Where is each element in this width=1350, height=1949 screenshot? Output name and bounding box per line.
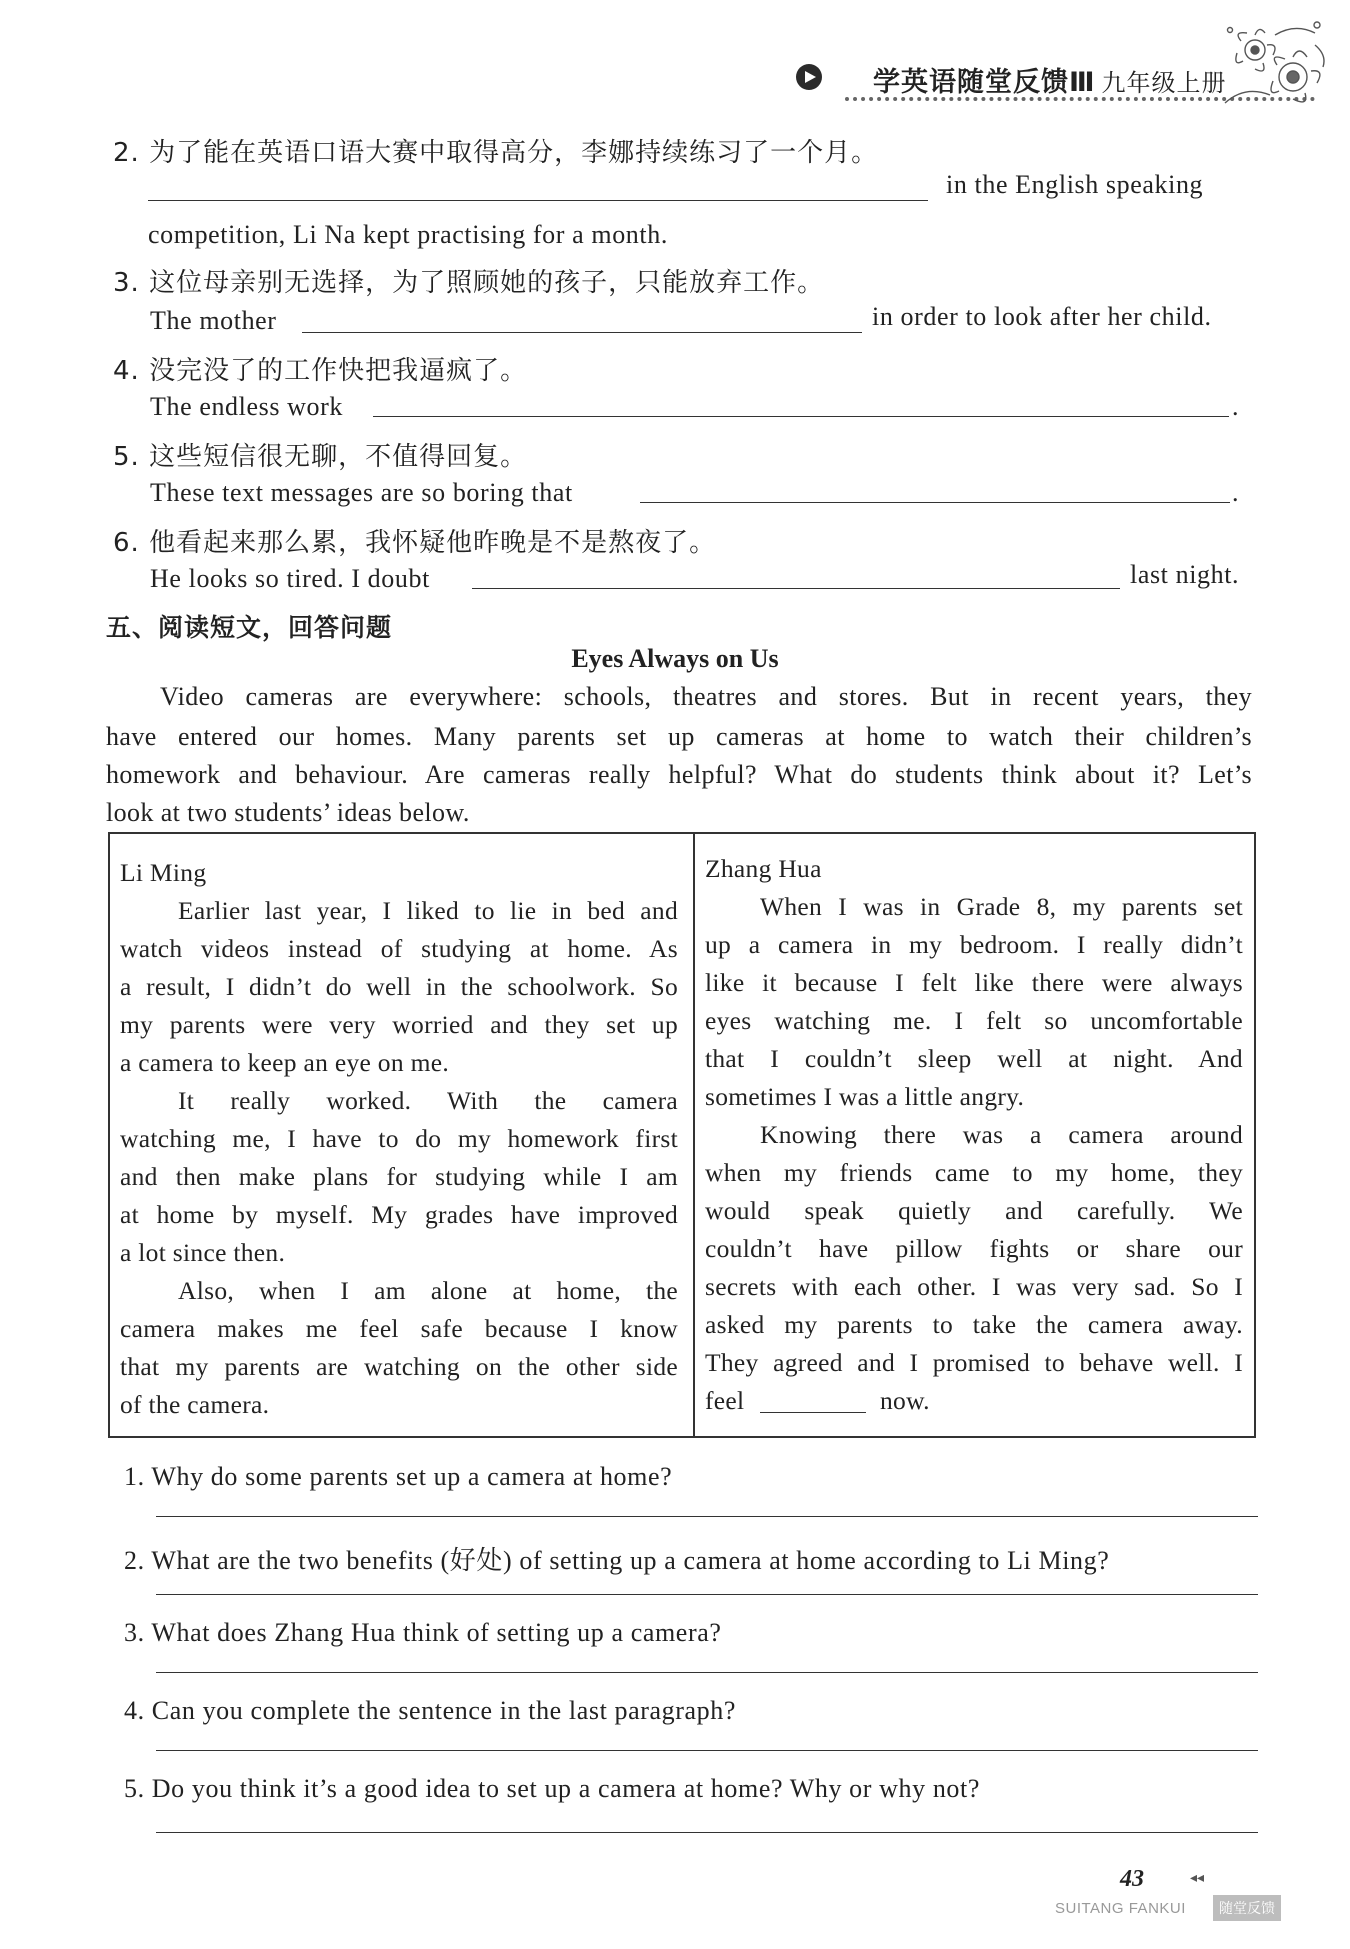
right-last-after: now. — [880, 1386, 930, 1415]
translation-after-5: . — [1232, 478, 1240, 507]
left-paragraph-line: that my parents are watching on the other side — [120, 1352, 678, 1381]
intro-line: look at two students’ ideas below. — [106, 798, 470, 827]
answer-line-1[interactable] — [156, 1516, 1258, 1517]
translation-before-5: These text messages are so boring that — [150, 478, 573, 507]
footer-brand: SUITANG FANKUI — [1055, 1900, 1186, 1917]
question-4: 4. Can you complete the sentence in the last paragraph? — [124, 1696, 737, 1725]
answer-line-4[interactable] — [156, 1750, 1258, 1751]
decorative-flower-icon — [1215, 15, 1335, 110]
right-paragraph-line: would speak quietly and carefully. We — [705, 1196, 1243, 1225]
double-arrow-left-icon: ◂◂ — [1190, 1870, 1205, 1886]
right-student-name: Zhang Hua — [705, 854, 822, 883]
section-title: 五、阅读短文，回答问题 — [106, 613, 393, 642]
left-paragraph-line: camera makes me feel safe because I know — [120, 1314, 678, 1343]
translation-prompt-5: 5. 这些短信很无聊，不值得回复。 — [113, 442, 528, 472]
right-paragraph-line: couldn’t have pillow fights or share our — [705, 1234, 1243, 1263]
answer-blank-5[interactable] — [640, 502, 1230, 503]
translation-before-3: The mother — [150, 306, 277, 335]
intro-line: have entered our homes. Many parents set up cameras at home to watch their children’s — [106, 722, 1252, 751]
left-paragraph-line: It really worked. With the camera — [178, 1086, 678, 1115]
translation-prompt-3: 3. 这位母亲别无选择，为了照顾她的孩子，只能放弃工作。 — [113, 268, 825, 298]
translation-line2-2: competition, Li Na kept practising for a month. — [148, 220, 668, 249]
question-1: 1. Why do some parents set up a camera at home? — [124, 1462, 673, 1491]
left-paragraph-line: a lot since then. — [120, 1238, 286, 1267]
left-paragraph-line: and then make plans for studying while I am — [120, 1162, 678, 1191]
page-number: 43 — [1120, 1866, 1144, 1892]
right-paragraph-line: Knowing there was a camera around — [760, 1120, 1243, 1149]
translation-after-3: in order to look after her child. — [872, 302, 1212, 331]
paragraph-fill-blank[interactable] — [760, 1412, 866, 1413]
series-title: 学英语随堂反馈Ⅲ — [873, 67, 1096, 98]
right-paragraph-line: When I was in Grade 8, my parents set — [760, 892, 1243, 921]
right-paragraph-line: sometimes I was a little angry. — [705, 1082, 1025, 1111]
translation-before-4: The endless work — [150, 392, 343, 421]
passage-title: Eyes Always on Us — [571, 644, 779, 673]
left-paragraph-line: my parents were very worried and they set up — [120, 1010, 678, 1039]
left-paragraph-line: a camera to keep an eye on me. — [120, 1048, 449, 1077]
left-paragraph-line: watch videos instead of studying at home. As — [120, 934, 678, 963]
translation-after-6: last night. — [1130, 560, 1240, 589]
intro-line: Video cameras are everywhere: schools, theatres and stores. But in recent years, they — [160, 682, 1252, 711]
translation-before-6: He looks so tired. I doubt — [150, 564, 430, 593]
translation-prompt-4: 4. 没完没了的工作快把我逼疯了。 — [113, 356, 528, 386]
right-paragraph-line: asked my parents to take the camera away. — [705, 1310, 1243, 1339]
question-5: 5. Do you think it’s a good idea to set up a camera at home? Why or why not? — [124, 1774, 980, 1803]
right-last-before: feel — [705, 1386, 745, 1415]
answer-blank-3[interactable] — [302, 332, 862, 333]
left-paragraph-line: watching me, I have to do my homework first — [120, 1124, 678, 1153]
answer-line-3[interactable] — [156, 1672, 1258, 1673]
question-2: 2. What are the two benefits (好处) of setting up a camera at home according to Li Ming? — [124, 1546, 1110, 1575]
right-paragraph-line: eyes watching me. I felt so uncomfortable — [705, 1006, 1243, 1035]
right-paragraph-line: like it because I felt like there were always — [705, 968, 1243, 997]
answer-blank-2[interactable] — [148, 200, 928, 201]
right-paragraph-line: secrets with each other. I was very sad. So I — [705, 1272, 1243, 1301]
right-paragraph-line: up a camera in my bedroom. I really didn’t — [705, 930, 1243, 959]
answer-line-5[interactable] — [156, 1832, 1258, 1833]
answer-line-2[interactable] — [156, 1594, 1258, 1595]
left-paragraph-line: Earlier last year, I liked to lie in bed and — [178, 896, 678, 925]
left-paragraph-line: a result, I didn’t do well in the schoolwork. So — [120, 972, 678, 1001]
question-3: 3. What does Zhang Hua think of setting up a camera? — [124, 1618, 722, 1647]
translation-prompt-2: 2. 为了能在英语口语大赛中取得高分，李娜持续练习了一个月。 — [113, 138, 879, 168]
right-paragraph-line: They agreed and I promised to behave well. I — [705, 1348, 1243, 1377]
play-icon — [795, 63, 823, 91]
translation-after-4: . — [1232, 392, 1240, 421]
header-series-title — [873, 60, 1227, 99]
intro-line: homework and behaviour. Are cameras really helpful? What do students think about it? Let’s — [106, 760, 1252, 789]
answer-blank-4[interactable] — [373, 416, 1229, 417]
left-student-name: Li Ming — [120, 858, 207, 887]
answer-blank-6[interactable] — [472, 588, 1120, 589]
table-divider — [693, 832, 695, 1438]
grade-label: 九年级上册 — [1101, 69, 1227, 97]
left-paragraph-line: of the camera. — [120, 1390, 270, 1419]
right-paragraph-line: that I couldn’t sleep well at night. And — [705, 1044, 1243, 1073]
left-paragraph-line: Also, when I am alone at home, the — [178, 1276, 678, 1305]
left-paragraph-line: at home by myself. My grades have improved — [120, 1200, 678, 1229]
right-paragraph-line: when my friends came to my home, they — [705, 1158, 1243, 1187]
translation-prompt-6: 6. 他看起来那么累，我怀疑他昨晚是不是熬夜了。 — [113, 528, 717, 558]
footer-badge: 随堂反馈 — [1213, 1895, 1281, 1921]
translation-after-2: in the English speaking — [946, 170, 1204, 199]
